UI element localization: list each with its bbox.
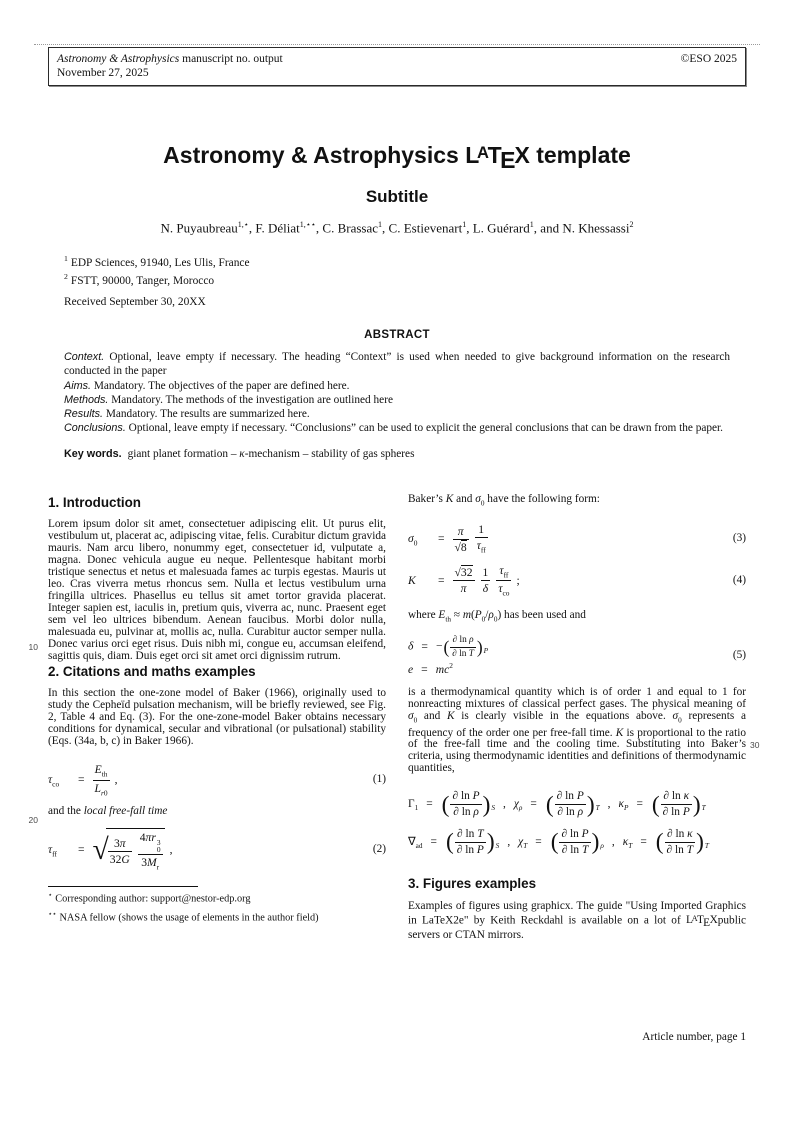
equation-4-body: K = $\frac{√32}{\pi}$ $\frac{1}{\delta}$ $\frac{\tau_{ff}}{\tau_{co}}$ ; [408,563,520,598]
running-header [48,47,746,86]
where-line: where $E_{th} \approx m(P_0/\rho_0)$ has been used and [408,609,586,624]
equation-5 [408,635,746,677]
gamma-row-1: $\Gamma_1$ = ( $\frac{\text{∂ ln P}}{\text{∂ ln ρ}}$ )$_S$ , $\chi_\rho$ = ( $\frac{\text{∂ ln P}}{\text{∂ ln ρ}}$ )$_T$ , $\kappa_P$ = ( $\frac{\text{∂ ln κ}}{\text{∂ ln P}}$ )$_T$ [408,790,706,819]
section-heading-introduction: 1. Introduction [48,495,141,510]
abstract-heading: ABSTRACT [364,329,430,341]
article-subtitle: Subtitle [365,187,429,207]
keywords-line [64,447,730,461]
equation-5-line1: δ = −( $\frac{\text{∂ ln ρ}}{\text{∂ ln T}}$ )$_P$ [408,635,489,659]
abstract-label: Results. [64,408,104,421]
gamma-identities [408,790,746,856]
column-right [408,494,746,942]
abstract-text: Optional, leave empty if necessary. “Conclusions” can be used to explicit the general conclusions that can be drawn from the paper. [128,422,724,435]
abstract-item-aims [64,379,730,393]
abstract-text: Mandatory. The methods of the investigation are outlined here [111,393,393,406]
equation-1 [48,763,386,797]
cut-line [34,44,760,45]
header-date: November 27, 2025 [57,67,149,79]
equation-3 [408,523,746,555]
running-header-left [57,52,283,80]
affiliation-number: 1 [64,254,68,263]
title-block [0,143,794,237]
figures-paragraph: Examples of figures using graphicx. The guide "Using Imported Graphics in LaTeX2e" by Keith Reckdahl is available on a lot of $L^ATEXpublic$ servers or CTAN mirrors. [408,899,746,941]
abstract-item-context [64,350,730,379]
authors-line: N. Puyaubreau$^{1,⋆}$, F. Déliat$^{1,⋆⋆}$, C. Brassac$^1$, C. Estievenart$^1$, L. Guérard$^1$, and N. Khessassi$^2$ [160,220,634,236]
abstract-body [64,350,730,461]
affiliation-item [64,252,250,270]
affiliation-text: EDP Sciences, 91940, Les Ulis, France [70,256,250,269]
equation-4-number: (4) [732,573,746,586]
thermo-paragraph: is a thermodynamical quantity which is of order 1 and equal to 1 for nonreacting mixtures of classical perfect gases. The physical meaning of $\sigma_0$ and K is clearly visible in the equations above. $\sigma_0$ represents a frequency of the order one per free-fall time. K is proportional to the ratio of the free-fall time and the cooling time. Substituting into Baker’s criteria, using thermodynamic identities and definitions of thermodynamic quantities, [408,686,746,775]
equation-5-body [408,635,727,677]
keywords-text: giant planet formation – κ-mechanism – stability of gas spheres [127,447,415,460]
equation-1-body: $\tau_{co}$ = $\frac{E_{th}}{L_{r0}}$ , [48,763,118,797]
abstract-label: Methods. [64,393,109,406]
footnote-marker: ⋆⋆ [48,910,57,918]
line-number-20: 20 [28,815,38,825]
equation-5-number: (5) [732,649,746,662]
footnote-nasa [48,909,386,925]
keywords-label: Key words. [64,447,122,460]
footnote-rule [48,886,198,887]
gamma-row-2: $\nabla_{ad}$ = ( $\frac{\text{∂ ln T}}{\text{∂ ln P}}$ )$_S$ , $\chi_T$ = ( $\frac{\text{∂ ln P}}{\text{∂ ln T}}$ )$_\rho$ , $\kappa_T$ = ( $\frac{\text{∂ ln κ}}{\text{∂ ln T}}$ )$_T$ [408,827,709,856]
equation-2-body: $\tau_{ff}$ = √ $\frac{3\pi}{32G}$ 4πr 3 0 $3M_r$ , [48,828,367,872]
affiliation-number: 2 [64,271,68,281]
citations-paragraph: In this section the one-zone model of Baker (1966), originally used to study the Cepheïd pulsation mechanism, will be briefly reviewed, see Fig. 2, Table 4 and Eq. (3). For the one-zone-model Baker obtains necessary conditions for dynamical, secular and vibrational (or pulsational) stability (Eqs. (34a, b, c) in Baker 1966). [48,687,386,748]
line-number-10: 10 [28,642,38,652]
baker-lead: Baker’s K and $\sigma_0$ have the following form: [408,493,600,508]
footnote-text: NASA fellow (shows the usage of elements in the author field) [59,912,319,924]
equation-3-body: $\sigma_0$ = $\frac{\pi}{√8}$ $\frac{1}{\tau_{ff}}$ [408,523,486,555]
affiliation-item [64,270,250,288]
received-date: Received September 30, 20XX [64,296,206,308]
line-number-30: 30 [750,740,760,750]
page-footer: Article number, page 1 [642,1031,746,1043]
journal-name: Astronomy & Astrophysics [57,53,180,65]
intro-paragraph: Lorem ipsum dolor sit amet, consectetuer adipiscing elit. Ut purus elit, vestibulum ut, placerat ac, adipiscing vitae, felis. Curabitur dictum gravida mauris. Nam arcu libero, nonummy eget, consectetuer id, vulputate a, magna. Donec vehicula augue eu neque. Pellentesque habitant morbi tristique senectus et netus et malesuada fames ac turpis egestas. Mauris ut leo. Cras viverra metus rhoncus sem. Nulla et lectus vestibulum urna fringilla ultrices. Phasellus eu tellus sit amet tortor gravida placerat. Integer sapien est, iaculis in, pretium quis, viverra ac, nunc. Praesent eget sem vel leo ultrices bibendum. Aenean faucibus. Morbi dolor nulla, malesuada eu, pulvinar at, mollis ac, nulla. Curabitur auctor semper nulla. Donec varius orci eget risus. Duis nibh mi, congue eu, accumsan eleifend, sagittis quis, diam. Duis eget orci sit amet orci dignissim rutrum. [48,518,386,662]
column-left [48,494,386,925]
affiliation-text: FSTT, 90000, Tanger, Morocco [70,274,215,287]
equation-2 [48,828,386,872]
abstract-text: Mandatory. The objectives of the paper are defined here. [93,379,350,392]
abstract-text: Optional, leave empty if necessary. The heading “Context” is used when needed to give background information on the research conducted in the paper [64,351,730,378]
abstract-text: Mandatory. The results are summarized here. [105,408,310,421]
equation-1-number: (1) [372,773,386,786]
affiliation-list [64,252,250,288]
section-heading-citations: 2. Citations and maths examples [48,663,256,679]
freefall-lead: and the local free-fall time [48,805,168,818]
abstract-label: Conclusions. [64,422,126,435]
manuscript-line [57,52,283,66]
equation-4 [408,564,746,598]
equation-5-line2: $e = mc^2$ [408,661,453,676]
abstract-item-conclusions [64,421,730,435]
equation-3-number: (3) [732,532,746,545]
article-title: Astronomy & Astrophysics $L^ATEX$ template [163,142,631,174]
footnote-corresponding [48,890,386,906]
equation-2-number: (2) [372,843,386,856]
footnote-marker: ⋆ [48,892,53,900]
section-heading-figures: 3. Figures examples [408,876,537,892]
abstract-item-methods [64,393,730,407]
footnote-text: Corresponding author: support@nestor-edp.org [55,893,251,905]
eso-copyright: ©ESO 2025 [680,53,737,65]
abstract-label: Aims. [64,379,91,392]
abstract-item-results [64,407,730,421]
abstract-label: Context. [64,351,105,363]
manuscript-no: manuscript no. output [182,53,283,65]
